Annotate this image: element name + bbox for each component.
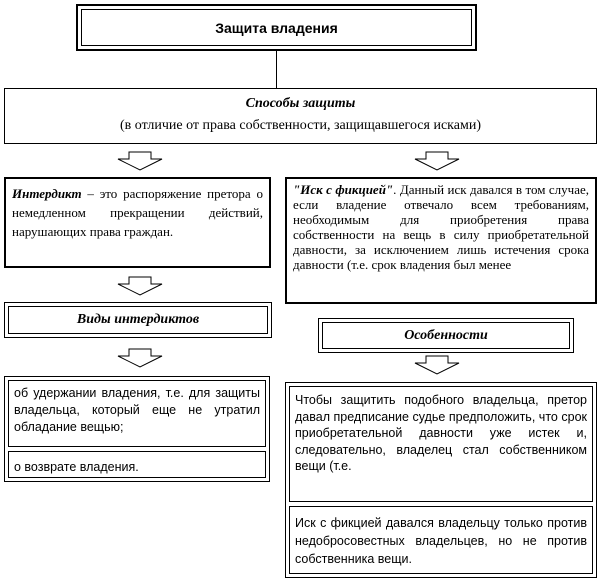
down-arrow-icon — [116, 151, 164, 171]
down-arrow-icon — [116, 276, 164, 296]
features-item: Иск с фикцией давался владельцу только против недобросовестных владельцев, но не против собственника вещи. — [295, 516, 587, 566]
diagram-title: Защита владения — [215, 20, 338, 36]
interdict-text — [12, 184, 263, 241]
types-list-box — [4, 376, 270, 482]
fiction-definition: . Данный иск давался в том случае, если владение отвечало всем требованиям, необходимым для приобретения права собственности на вещь в силу приобретательной давности, за исключением лишь истечения срока давности (т.е. срок владения был менее — [293, 182, 589, 272]
down-arrow-icon — [413, 355, 461, 375]
features-heading: Особенности — [404, 328, 488, 343]
types-heading-box — [4, 302, 272, 338]
title-box — [76, 4, 477, 51]
methods-heading: Способы защиты — [245, 96, 356, 111]
features-list-box — [285, 382, 597, 578]
fiction-term: "Иск с фикцией" — [293, 182, 394, 197]
interdict-definition: – это распоряжение претора о немедленном прекращении действий, нарушающих права граждан. — [12, 186, 263, 239]
methods-subtitle: (в отличие от права собственности, защищавшегося исками) — [120, 118, 481, 133]
types-heading: Виды интердиктов — [76, 312, 200, 327]
methods-box — [4, 88, 597, 144]
features-heading-box — [318, 318, 574, 353]
interdict-box — [4, 177, 271, 268]
features-item: Чтобы защитить подобного владельца, претор давал предписание судье предположить, что срок приобретательной давности уже истек и, следовательно, владелец стал собственником вещи (т.е. — [295, 393, 587, 473]
interdict-term: Интердикт — [12, 186, 82, 201]
fiction-text — [293, 182, 589, 302]
down-arrow-icon — [413, 151, 461, 171]
fiction-box — [285, 177, 597, 304]
types-item: об удержании владения, т.е. для защиты владельца, который еще не утратил обладание вещью; — [14, 386, 260, 434]
types-item: о возврате владения. — [14, 460, 139, 474]
connector-line — [276, 51, 277, 88]
down-arrow-icon — [116, 348, 164, 368]
